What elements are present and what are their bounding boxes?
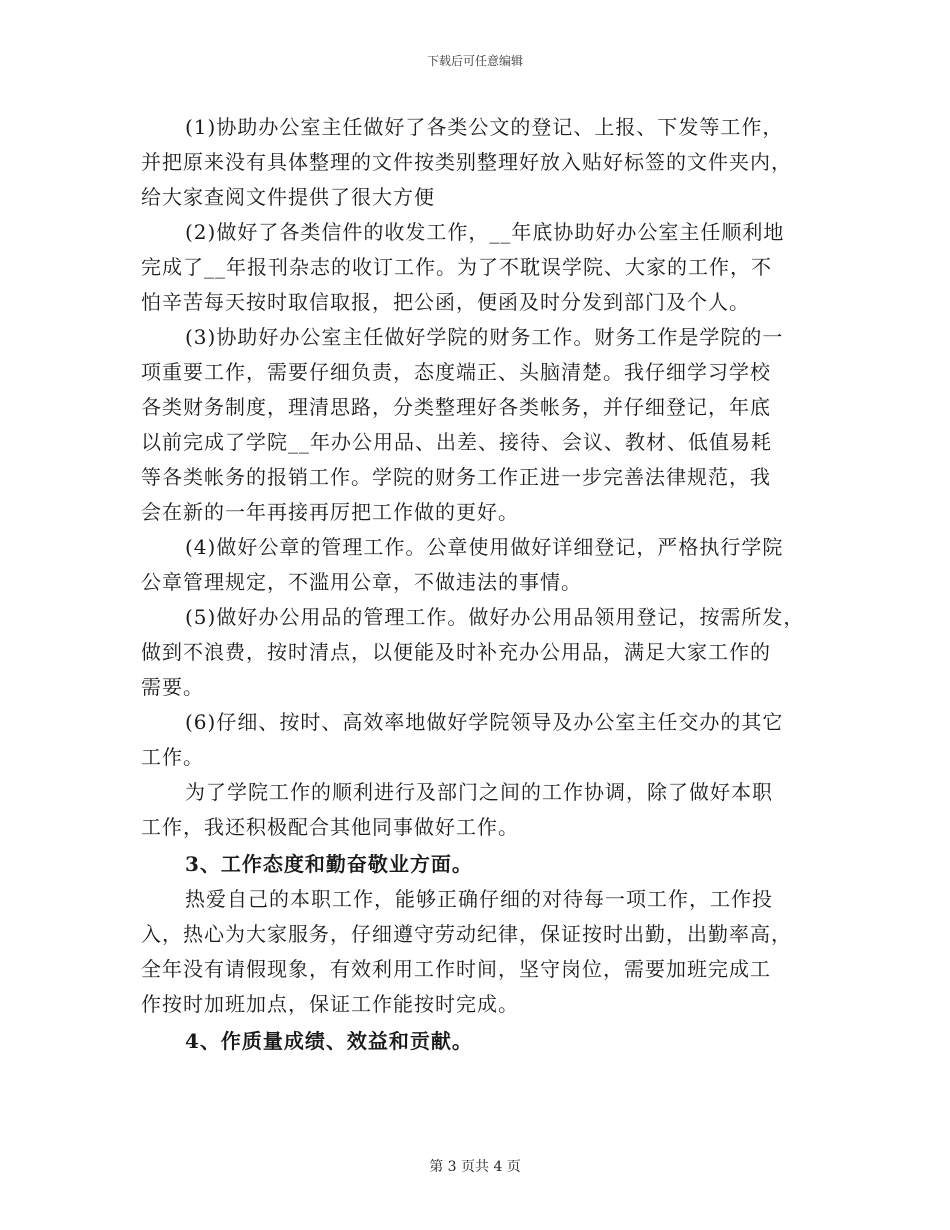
paragraph-item-6 (141, 705, 826, 775)
text-line: 需要。 (141, 675, 204, 699)
heading-text: 4、作质量成绩、效益和贡献。 (185, 1029, 473, 1053)
section-heading-3 (141, 847, 826, 882)
text-line: (5)做好办公用品的管理工作。做好办公用品领用登记，按需所发， (185, 605, 805, 629)
paragraph-item-4 (141, 530, 826, 600)
text-line: 并把原来没有具体整理的文件按类别整理好放入贴好标签的文件夹内， (141, 150, 792, 174)
text-line: 以前完成了学院__年办公用品、出差、接待、会议、教材、低值易耗 (141, 430, 772, 454)
text-line: 全年没有请假现象，有效利用工作时间，坚守岗位，需要加班完成工 (141, 957, 771, 981)
text-line: 等各类帐务的报销工作。学院的财务工作正进一步完善法律规范，我 (141, 465, 771, 489)
text-line: 给大家查阅文件提供了很大方便 (141, 185, 435, 209)
paragraph-item-3 (141, 320, 826, 530)
text-line: 怕辛苦每天按时取信取报，把公函，便函及时分发到部门及个人。 (141, 290, 750, 314)
text-line: 入，热心为大家服务，仔细遵守劳动纪律，保证按时出勤，出勤率高， (141, 922, 792, 946)
paragraph-item-1 (141, 110, 826, 215)
document-body (141, 110, 826, 1059)
text-line: 作按时加班加点，保证工作能按时完成。 (141, 992, 519, 1016)
text-line: 热爱自己的本职工作，能够正确仔细的对待每一项工作，工作投 (185, 887, 773, 911)
text-line: (3)协助好办公室主任做好学院的财务工作。财务工作是学院的一 (185, 325, 784, 349)
section-heading-4 (141, 1024, 826, 1059)
text-line: 工作，我还积极配合其他同事做好工作。 (141, 815, 519, 839)
text-line: 公章管理规定，不滥用公章，不做违法的事情。 (141, 570, 582, 594)
text-line: 完成了__年报刊杂志的收订工作。为了不耽误学院、大家的工作，不 (141, 255, 772, 279)
heading-text: 3、工作态度和勤奋敬业方面。 (185, 852, 473, 876)
page-number: 第 3 页共 4 页 (429, 1159, 521, 1175)
text-line: 会在新的一年再接再厉把工作做的更好。 (141, 500, 519, 524)
text-line: 为了学院工作的顺利进行及部门之间的工作协调，除了做好本职 (185, 780, 773, 804)
paragraph-item-2 (141, 215, 826, 320)
text-line: 项重要工作，需要仔细负责，态度端正、头脑清楚。我仔细学习学校 (141, 360, 771, 384)
text-line: 工作。 (141, 745, 204, 769)
text-line: (4)做好公章的管理工作。公章使用做好详细登记，严格执行学院 (185, 535, 784, 559)
text-line: (2)做好了各类信件的收发工作，__年底协助好办公室主任顺利地 (185, 220, 785, 244)
paragraph-item-5 (141, 600, 826, 705)
text-line: 各类财务制度，理清思路，分类整理好各类帐务，并仔细登记，年底 (141, 395, 771, 419)
paragraph-work-attitude (141, 882, 826, 1022)
page-header-note: 下载后可任意编辑 (426, 54, 523, 68)
text-line: (6)仔细、按时、高效率地做好学院领导及办公室主任交办的其它 (185, 710, 784, 734)
text-line: (1)协助办公室主任做好了各类公文的登记、上报、下发等工作， (185, 115, 784, 139)
text-line: 做到不浪费，按时清点，以便能及时补充办公用品，满足大家工作的 (141, 640, 771, 664)
paragraph-coordination (141, 775, 826, 845)
